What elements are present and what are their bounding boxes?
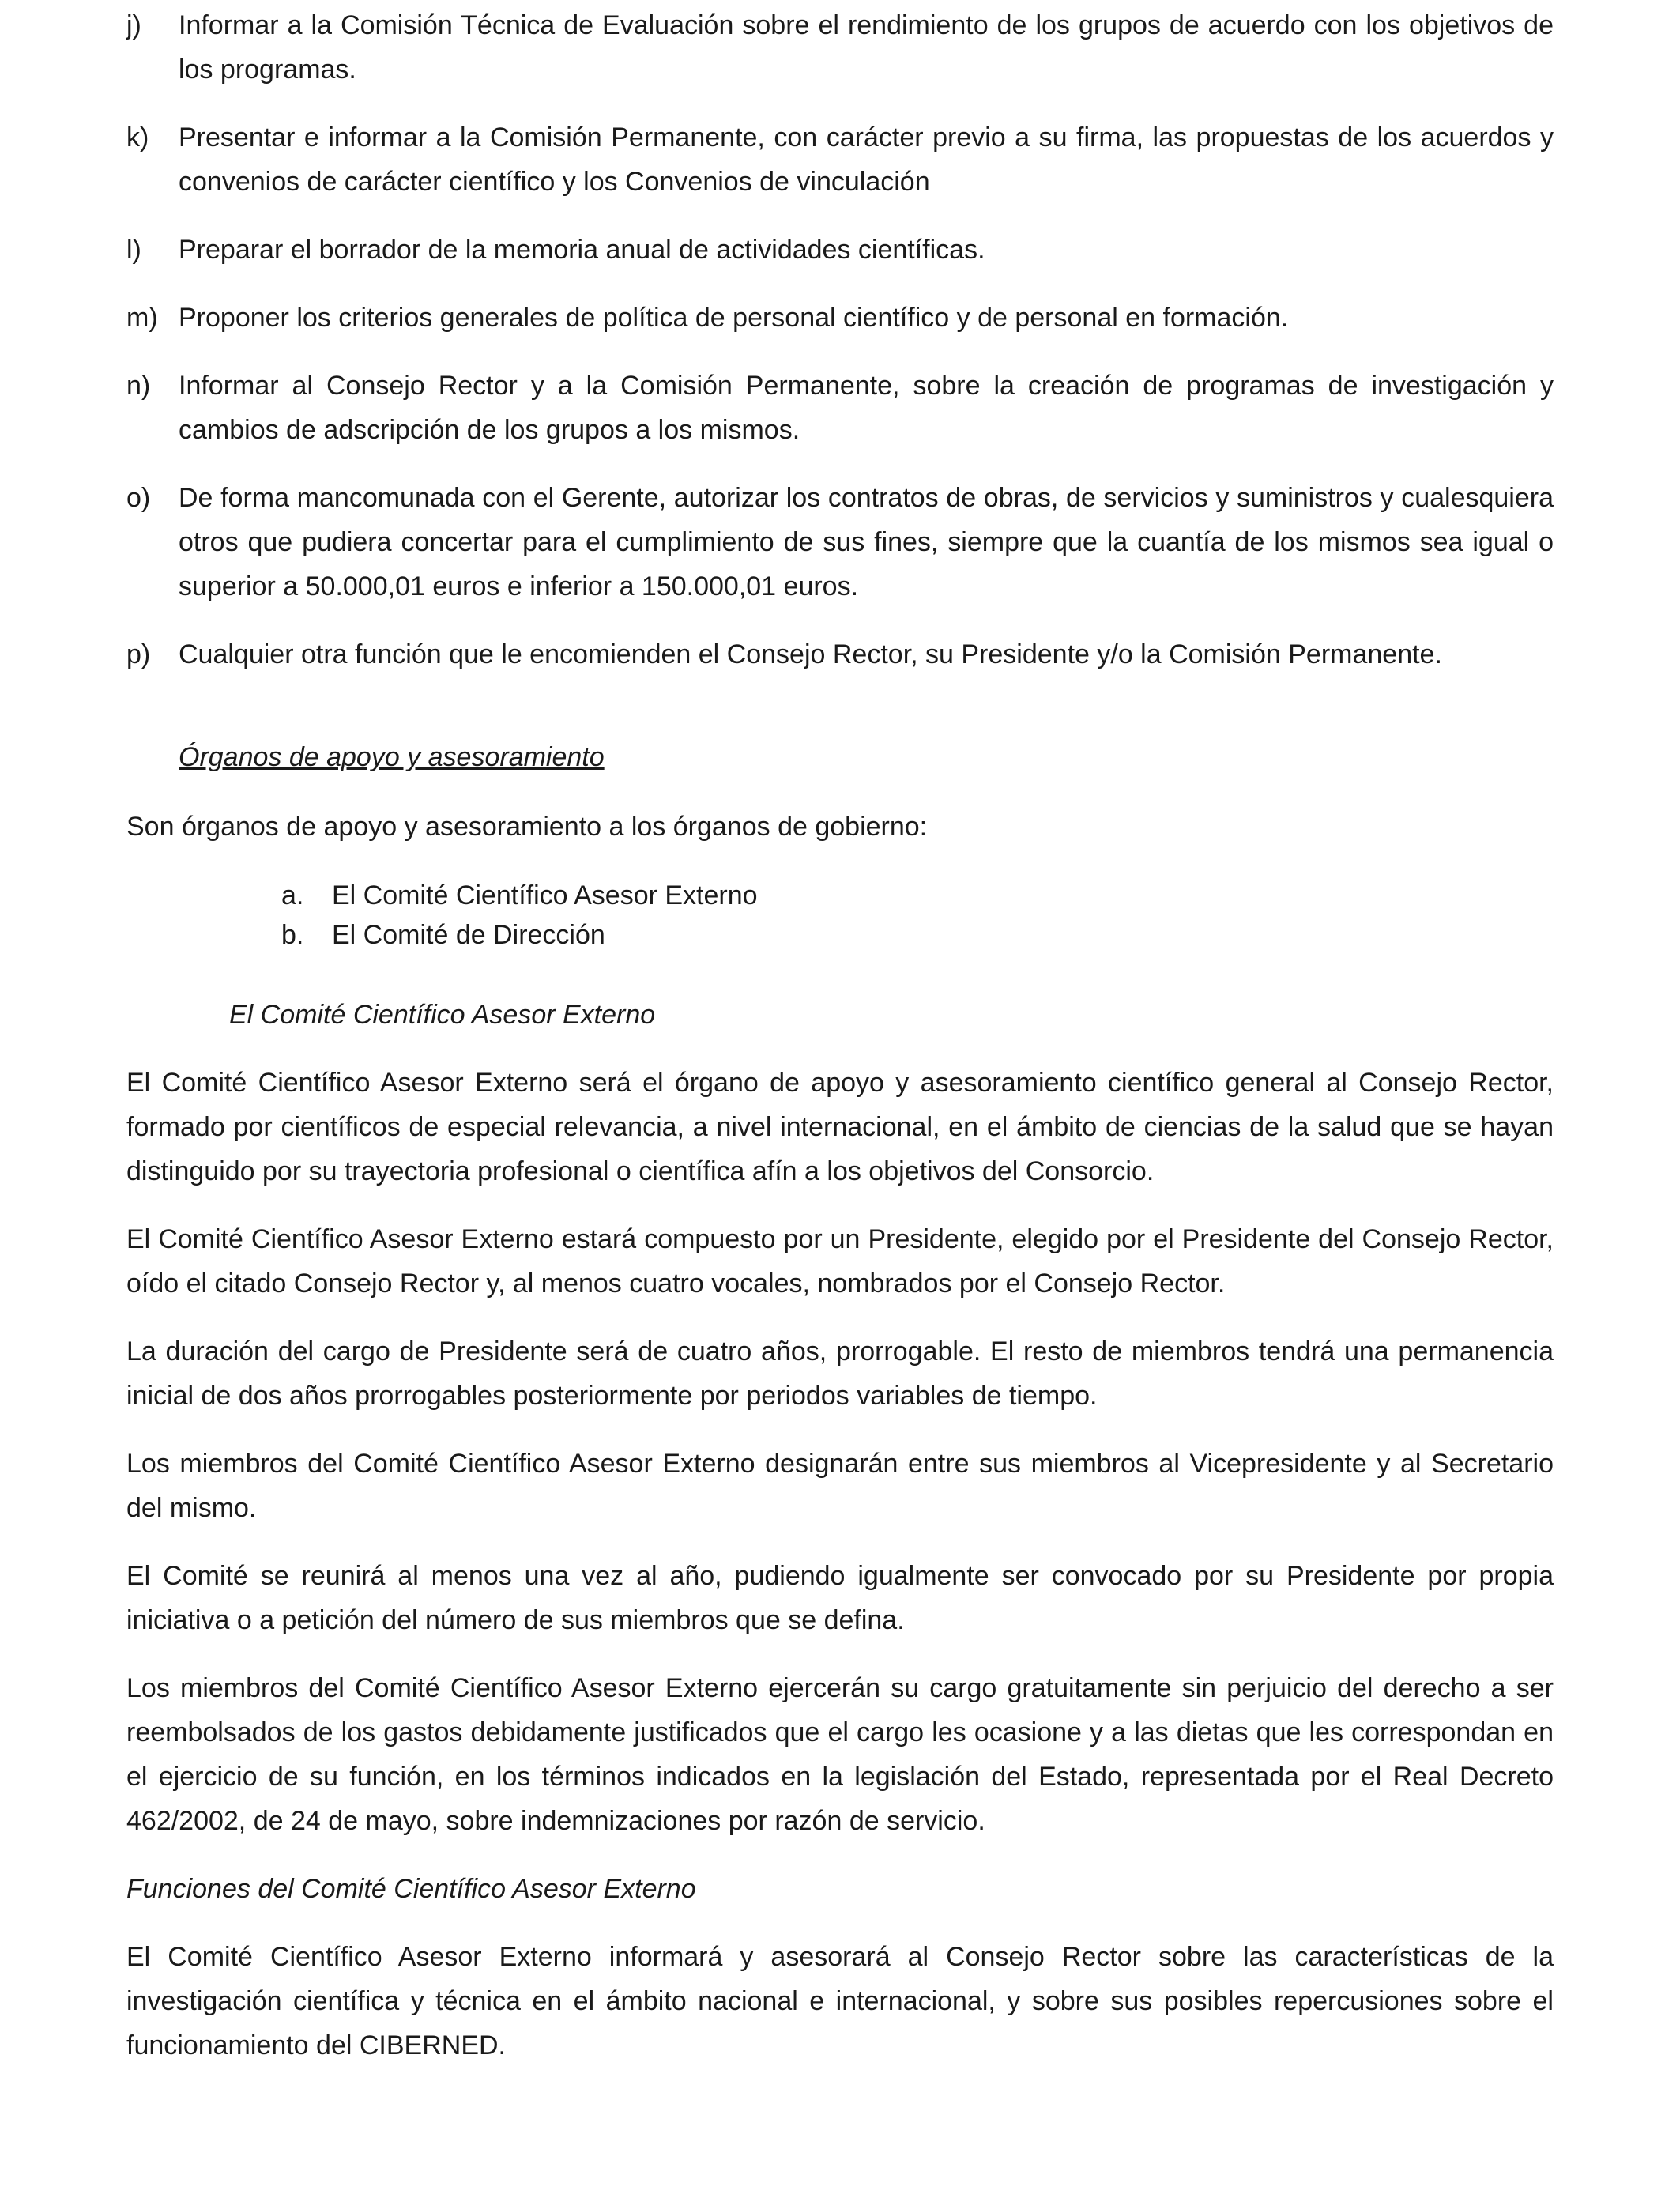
funciones-paragraph: El Comité Científico Asesor Externo informará y asesorará al Consejo Rector sobre las características de la investigación científica y técnica en el ámbito nacional e internacional, y sobre sus posibles repercusiones sobre el funcionamiento del CIBERNED. xyxy=(126,1942,1554,2060)
comite-paragraph: Los miembros del Comité Científico Asesor Externo designarán entre sus miembros al Vicepresidente y al Secretario del mismo. xyxy=(126,1449,1554,1523)
section-heading-funciones: Funciones del Comité Científico Asesor Externo xyxy=(126,1874,696,1904)
list-label: p) xyxy=(126,639,151,669)
list-label: a. xyxy=(281,880,304,910)
list-text: Presentar e informar a la Comisión Permanente, con carácter previo a su firma, las propuestas de los acuerdos y convenios de carácter científico y los Convenios de vinculación xyxy=(179,123,1554,197)
list-text: Informar a la Comisión Técnica de Evaluación sobre el rendimiento de los grupos de acuerdo con los objetivos de los programas. xyxy=(179,10,1554,85)
section-heading-comite: El Comité Científico Asesor Externo xyxy=(229,1000,656,1030)
list-item-k xyxy=(126,115,1554,204)
list-text: Informar al Consejo Rector y a la Comisión Permanente, sobre la creación de programas de investigación y cambios de adscripción de los grupos a los mismos. xyxy=(179,371,1554,445)
comite-paragraph: La duración del cargo de Presidente será de cuatro años, prorrogable. El resto de miembros tendrá una permanencia inicial de dos años prorrogables posteriormente por periodos variables de tiempo. xyxy=(126,1336,1554,1411)
list-text: El Comité de Dirección xyxy=(332,920,605,950)
list-label: j) xyxy=(126,10,141,40)
section-heading-organos: Órganos de apoyo y asesoramiento xyxy=(179,742,605,772)
list-item-o xyxy=(126,476,1554,609)
organos-list xyxy=(281,876,1554,955)
comite-paragraph: El Comité Científico Asesor Externo estará compuesto por un Presidente, elegido por el Presidente del Consejo Rector, oído el citado Consejo Rector y, al menos cuatro vocales, nombrados por el Consejo Rector. xyxy=(126,1224,1554,1299)
list-label: m) xyxy=(126,303,158,333)
list-item-j xyxy=(126,3,1554,92)
document-page xyxy=(126,0,1554,2091)
list-item-p xyxy=(126,632,1554,677)
list-label: b. xyxy=(281,920,304,950)
list-text: Preparar el borrador de la memoria anual de actividades científicas. xyxy=(179,235,985,265)
list-item-l xyxy=(126,228,1554,272)
list-label: o) xyxy=(126,483,151,513)
comite-paragraph: Los miembros del Comité Científico Asesor Externo ejercerán su cargo gratuitamente sin perjuicio del derecho a ser reembolsados de los gastos debidamente justificados que el cargo les ocasione y a las dietas que les correspondan en el ejercicio de su función, en los términos indicados en la legislación del Estado, representada por el Real Decreto 462/2002, de 24 de mayo, sobre indemnizaciones por razón de servicio. xyxy=(126,1673,1554,1836)
comite-paragraph: El Comité se reunirá al menos una vez al año, pudiendo igualmente ser convocado por su Presidente por propia iniciativa o a petición del número de sus miembros que se defina. xyxy=(126,1561,1554,1635)
organos-intro: Son órganos de apoyo y asesoramiento a los órganos de gobierno: xyxy=(126,812,928,842)
list-label: n) xyxy=(126,371,151,401)
list-text: Proponer los criterios generales de política de personal científico y de personal en formación. xyxy=(179,303,1289,333)
list-item xyxy=(281,915,1554,955)
list-text: De forma mancomunada con el Gerente, autorizar los contratos de obras, de servicios y suministros y cualesquiera otros que pudiera concertar para el cumplimiento de sus fines, siempre que la cuantía de los mismos sea igual o superior a 50.000,01 euros e inferior a 150.000,01 euros. xyxy=(179,483,1554,601)
list-label: l) xyxy=(126,235,141,265)
list-text: El Comité Científico Asesor Externo xyxy=(332,880,758,910)
list-item-n xyxy=(126,364,1554,452)
list-text: Cualquier otra función que le encomienden el Consejo Rector, su Presidente y/o la Comisión Permanente. xyxy=(179,639,1442,669)
list-item-m xyxy=(126,296,1554,340)
list-item xyxy=(281,876,1554,915)
list-label: k) xyxy=(126,123,149,153)
comite-paragraph: El Comité Científico Asesor Externo será el órgano de apoyo y asesoramiento científico general al Consejo Rector, formado por científicos de especial relevancia, a nivel internacional, en el ámbito de ciencias de la salud que se hayan distinguido por su trayectoria profesional o científica afín a los objetivos del Consorcio. xyxy=(126,1068,1554,1186)
